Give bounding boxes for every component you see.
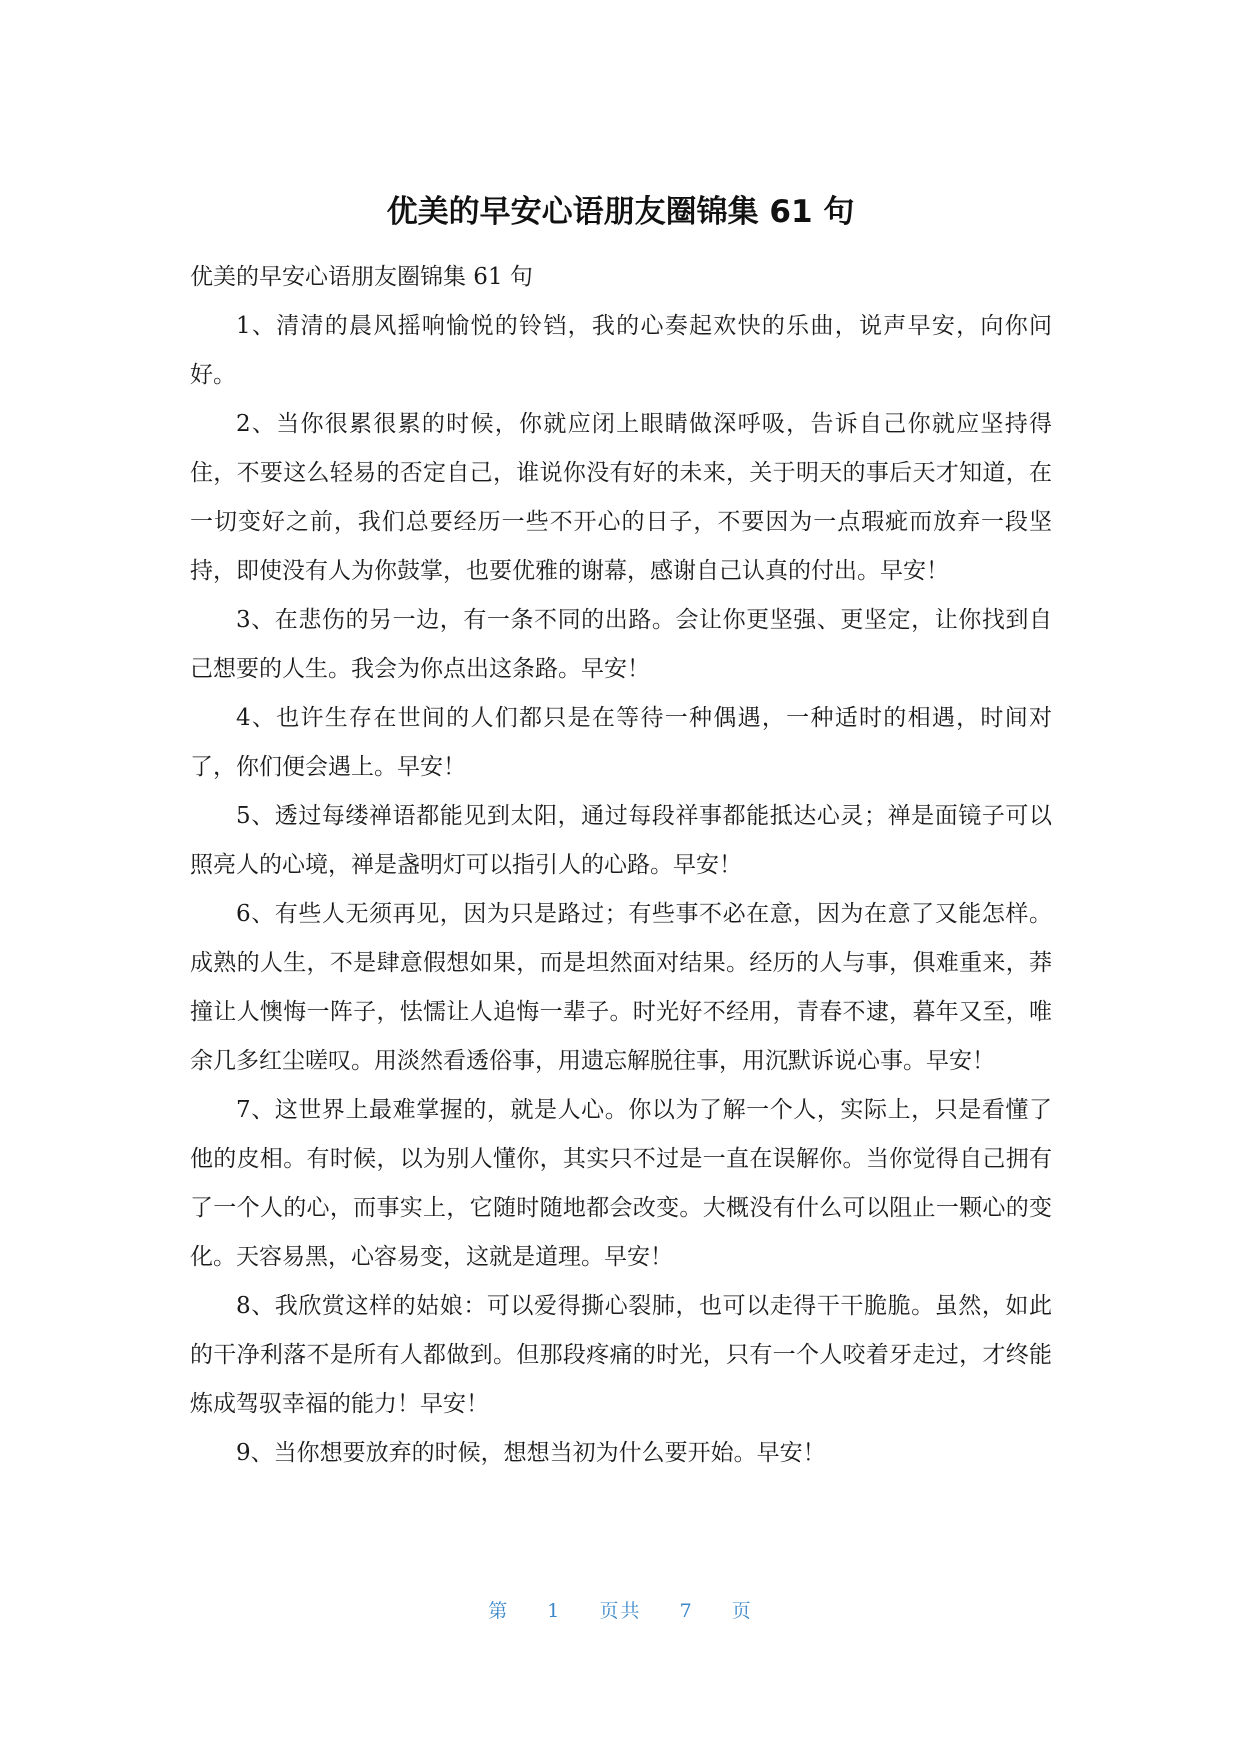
paragraph-8: 8、我欣赏这样的姑娘：可以爱得撕心裂肺，也可以走得干干脆脆。虽然，如此的干净利落不是所有人都做到。但那段疼痛的时光，只有一个人咬着牙走过，才终能炼成驾驭幸福的能力！早安！ [190, 1293, 1052, 1417]
paragraph-9: 9、当你想要放弃的时候，想想当初为什么要开始。早安！ [236, 1440, 826, 1466]
total-pages-number: 7 [679, 1600, 694, 1622]
current-page-number: 1 [547, 1600, 562, 1622]
page-suffix: 页 [731, 1600, 753, 1622]
paragraph-6: 6、有些人无须再见，因为只是路过；有些事不必在意，因为在意了又能怎样。成熟的人生，不是肆意假想如果，而是坦然面对结果。经历的人与事，俱难重来，莽撞让人懊悔一阵子，怯懦让人追悔一辈子。时光好不经用，青春不逮，暮年又至，唯余几多红尘嗟叹。用淡然看透俗事，用遗忘解脱往事，用沉默诉说心事。早安！ [190, 901, 1052, 1074]
page-mid: 页共 [599, 1600, 642, 1622]
paragraph-1: 1、清清的晨风摇响愉悦的铃铛，我的心奏起欢快的乐曲，说声早安，向你问好。 [190, 313, 1052, 388]
paragraph-4: 4、也许生存在世间的人们都只是在等待一种偶遇，一种适时的相遇，时间对了，你们便会遇上。早安！ [190, 705, 1052, 780]
page-prefix: 第 [488, 1600, 510, 1622]
document-subtitle: 优美的早安心语朋友圈锦集 61 句 [190, 264, 533, 290]
paragraph-7: 7、这世界上最难掌握的，就是人心。你以为了解一个人，实际上，只是看懂了他的皮相。有时候，以为别人懂你，其实只不过是一直在误解你。当你觉得自己拥有了一个人的心，而事实上，它随时随地都会改变。大概没有什么可以阻止一颗心的变化。天容易黑，心容易变，这就是道理。早安！ [190, 1097, 1052, 1270]
document-title: 优美的早安心语朋友圈锦集 61 句 [386, 194, 855, 230]
paragraph-3: 3、在悲伤的另一边，有一条不同的出路。会让你更坚强、更坚定，让你找到自己想要的人生。我会为你点出这条路。早安！ [190, 607, 1052, 682]
page-number-footer [0, 1596, 1241, 1626]
paragraph-2: 2、当你很累很累的时候，你就应闭上眼睛做深呼吸，告诉自己你就应坚持得住，不要这么轻易的否定自己，谁说你没有好的未来，关于明天的事后天才知道，在一切变好之前，我们总要经历一些不开心的日子，不要因为一点瑕疵而放弃一段坚持，即使没有人为你鼓掌，也要优雅的谢幕，感谢自己认真的付出。早安！ [190, 411, 1052, 584]
paragraph-5: 5、透过每缕禅语都能见到太阳，通过每段祥事都能抵达心灵；禅是面镜子可以照亮人的心境，禅是盏明灯可以指引人的心路。早安！ [190, 803, 1052, 878]
document-body [190, 253, 1052, 1478]
